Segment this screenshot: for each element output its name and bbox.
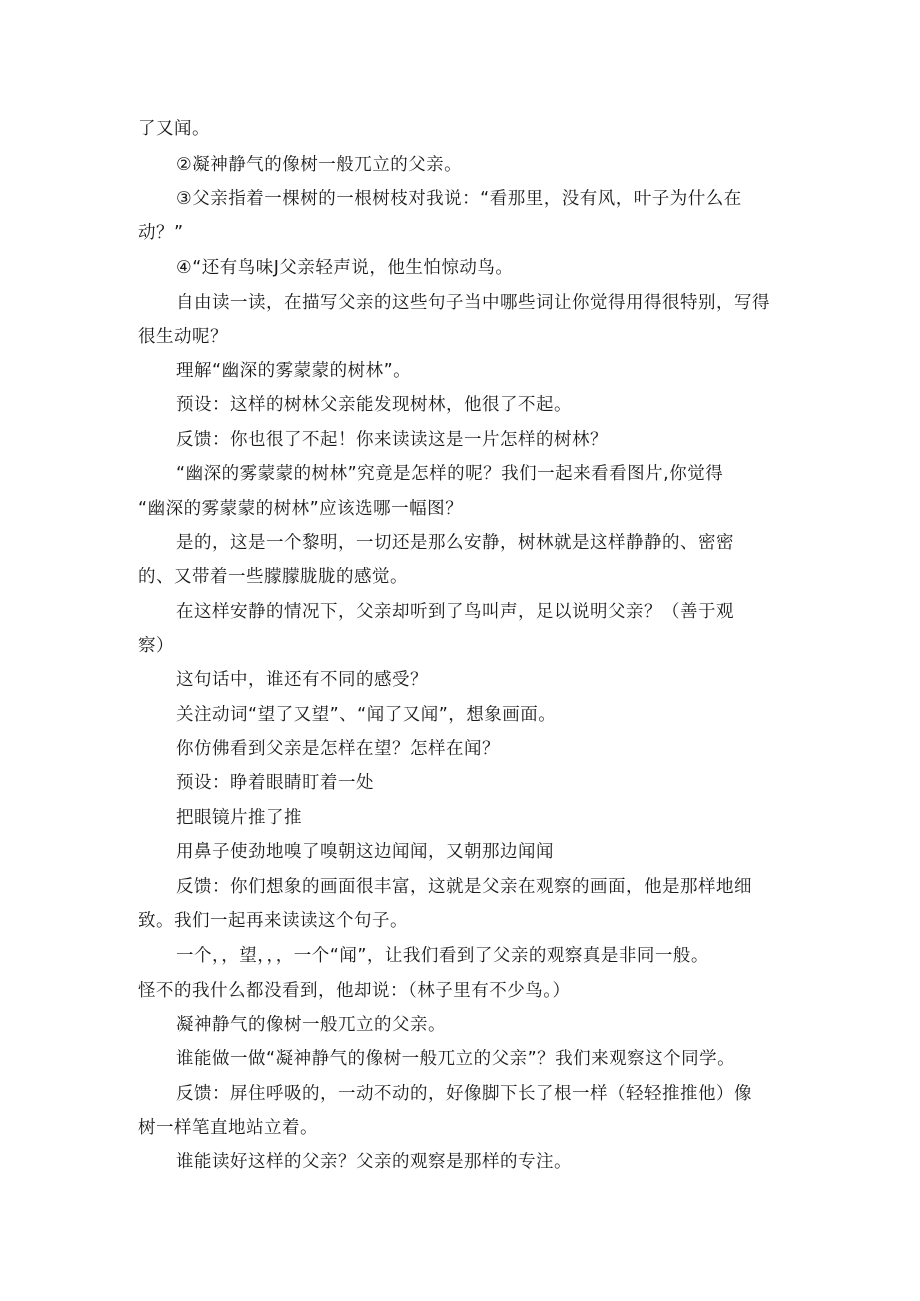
text-line: 预设：这样的树林父亲能发现树林，他很了不起。 — [176, 395, 572, 415]
text-line: 反馈：屏住呼吸的，一动不动的，好像脚下长了根一样（轻轻推推他）像 — [176, 1084, 752, 1104]
text-line: 关注动词“望了又望”、“闻了又闻”，想象画面。 — [176, 705, 557, 725]
text-line: “幽深的雾蒙蒙的树林”应该选哪一幅图？ — [138, 499, 464, 519]
text-line: ③父亲指着一棵树的一根树枝对我说：“看那里，没有风，叶子为什么在 — [176, 189, 742, 209]
text-line: 很生动呢？ — [138, 327, 228, 347]
text-line: 是的，这是一个黎明，一切还是那么安静，树林就是这样静静的、密密 — [176, 533, 734, 553]
text-line: ④“还有鸟味J父亲轻声说，他生怕惊动鸟。 — [176, 258, 514, 278]
text-line: 谁能做一做“凝神静气的像树一般兀立的父亲”？我们来观察这个同学。 — [176, 1049, 736, 1069]
text-line: 的、又带着一些朦朦胧胧的感觉。 — [138, 567, 408, 587]
text-line: 凝神静气的像树一般兀立的父亲。 — [176, 1015, 446, 1035]
text-line: 反馈：你们想象的画面很丰富，这就是父亲在观察的画面，他是那样地细 — [176, 877, 752, 897]
text-line: 在这样安静的情况下，父亲却听到了鸟叫声，足以说明父亲？（善于观 — [176, 602, 734, 622]
text-line: 用鼻子使劲地嗅了嗅朝这边闻闻，又朝那边闻闻 — [176, 842, 554, 862]
text-line: 把眼镜片推了推 — [176, 808, 302, 828]
text-line: 自由读一读，在描写父亲的这些句子当中哪些词让你觉得用得很特别，写得 — [176, 293, 770, 313]
text-line: 反馈：你也很了不起！你来读读这是一片怎样的树林？ — [176, 430, 608, 450]
text-line: 预设：睁着眼睛盯着一处 — [176, 773, 374, 793]
text-line: 这句话中，谁还有不同的感受？ — [176, 670, 428, 690]
text-line: 谁能读好这样的父亲？父亲的观察是那样的专注。 — [176, 1152, 572, 1172]
text-line: “幽深的雾蒙蒙的树林”究竟是怎样的呢？我们一起来看看图片,你觉得 — [176, 464, 724, 484]
text-line: 怪不的我什么都没看到，他却说：（林子里有不少鸟。） — [138, 981, 571, 1001]
text-line: 你仿佛看到父亲是怎样在望？怎样在闻？ — [176, 739, 500, 759]
text-line: 一个，，望，，，一个“闻”，让我们看到了父亲的观察真是非同一般。 — [176, 946, 709, 966]
text-line: 了又闻。 — [138, 119, 210, 139]
text-line: 察） — [138, 636, 174, 656]
text-line: 理解“幽深的雾蒙蒙的树林”。 — [176, 361, 412, 381]
text-line: ②凝神静气的像树一般兀立的父亲。 — [176, 155, 463, 175]
text-line: 致。我们一起再来读读这个句子。 — [138, 911, 408, 931]
text-line: 树一样笔直地站立着。 — [138, 1118, 318, 1138]
text-line: 动？” — [138, 223, 184, 243]
